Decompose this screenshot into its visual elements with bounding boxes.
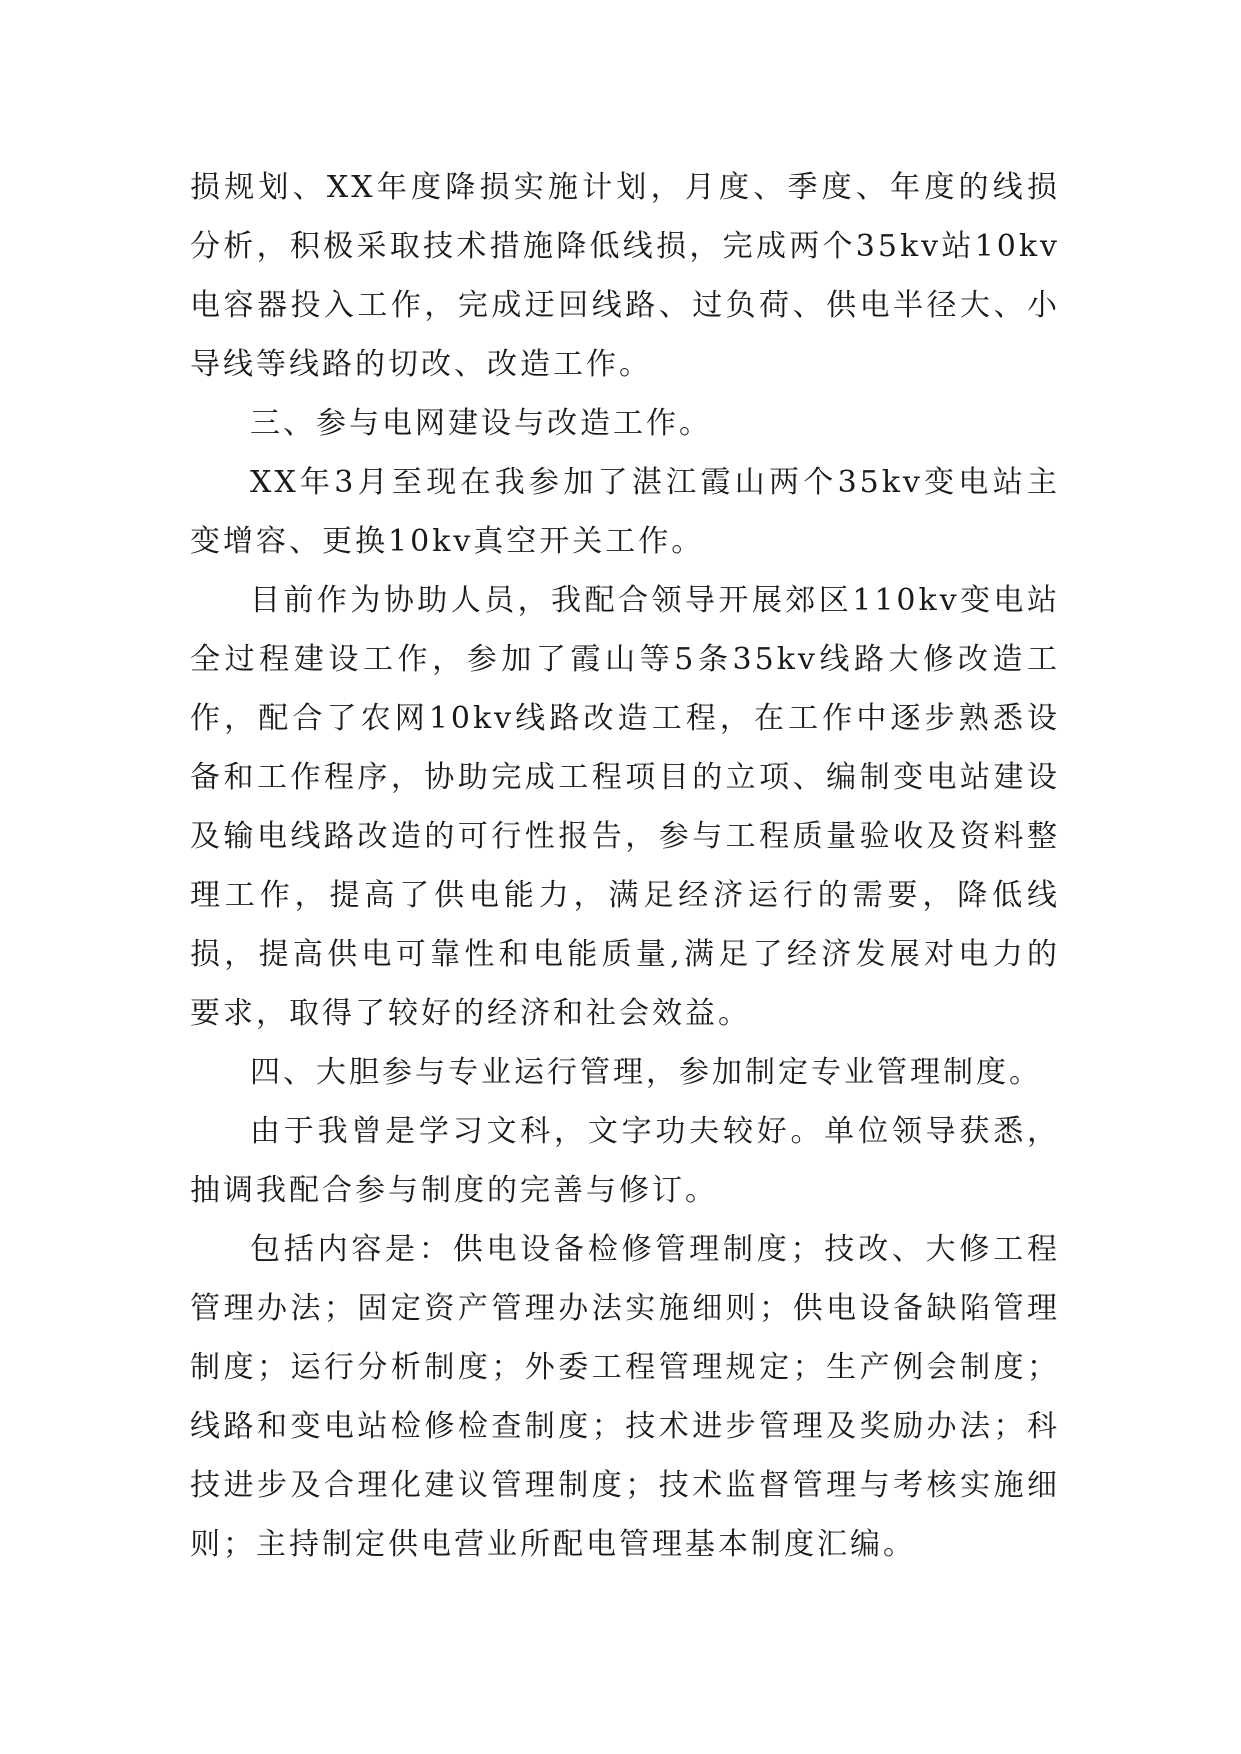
paragraph-regulations-list: 包括内容是：供电设备检修管理制度；技改、大修工程管理办法；固定资产管理办法实施细则；供电设备缺陷管理制度；运行分析制度；外委工程管理规定；生产例会制度；线路和变电站检修检查制度；技术进步管理及奖励办法；科技进步及合理化建议管理制度；技术监督管理与考核实施细则；主持制定供电营业所配电管理基本制度汇编。 xyxy=(190,1232,1060,1562)
heading-section-three: 三、参与电网建设与改造工作。 xyxy=(250,406,712,441)
paragraph-substation-upgrade: XX年3月至现在我参加了湛江霞山两个35kv变电站主变增容、更换10kv真空开关工作。 xyxy=(190,465,1060,559)
heading-section-four: 四、大胆参与专业运行管理，参加制定专业管理制度。 xyxy=(250,1055,1042,1090)
document-body xyxy=(190,158,1060,1574)
paragraph-construction-assist: 目前作为协助人员，我配合领导开展郊区110kv变电站全过程建设工作，参加了霞山等5条35kv线路大修改造工作，配合了农网10kv线路改造工程，在工作中逐步熟悉设备和工作程序，协助完成工程项目的立项、编制变电站建设及输电线路改造的可行性报告，参与工程质量验收及资料整理工作，提高了供电能力，满足经济运行的需要，降低线损，提高供电可靠性和电能质量,满足了经济发展对电力的要求，取得了较好的经济和社会效益。 xyxy=(190,583,1060,1031)
paragraph-writing-skill: 由于我曾是学习文科，文字功夫较好。单位领导获悉，抽调我配合参与制度的完善与修订。 xyxy=(190,1114,1060,1208)
paragraph-line-loss-continued: 损规划、XX年度降损实施计划，月度、季度、年度的线损分析，积极采取技术措施降低线损，完成两个35kv站10kv电容器投入工作，完成迂回线路、过负荷、供电半径大、小导线等线路的切改、改造工作。 xyxy=(190,170,1060,382)
